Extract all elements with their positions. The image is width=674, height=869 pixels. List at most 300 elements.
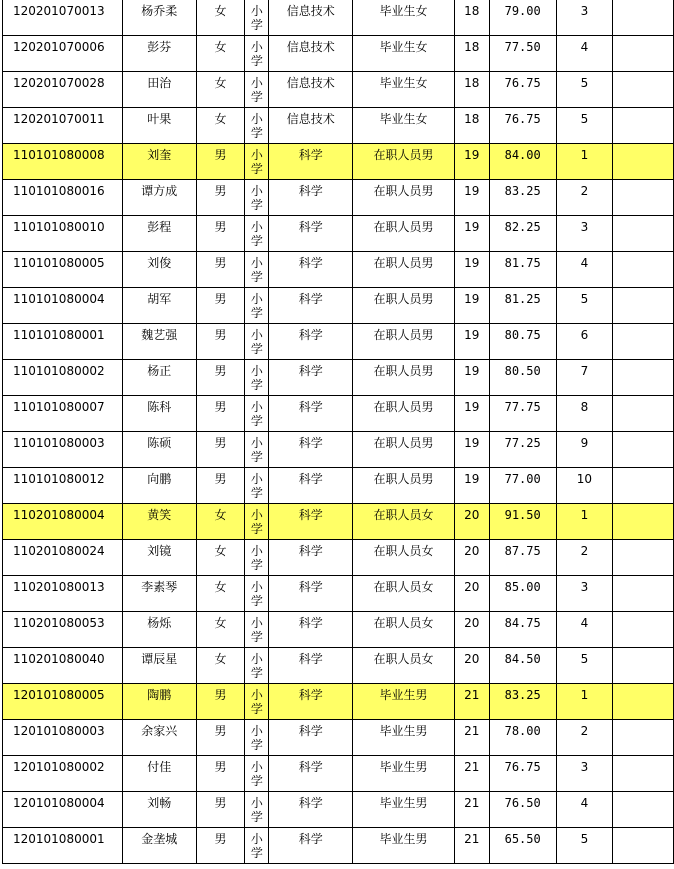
post-number-cell (454, 144, 489, 180)
candidate-id-cell-text: 110201080053 (13, 616, 105, 630)
gender-cell (196, 216, 245, 252)
rank-cell-text: 2 (580, 724, 589, 738)
score-cell-text: 80.50 (504, 364, 541, 378)
candidate-id-cell (3, 756, 123, 792)
score-cell-text: 85.00 (504, 580, 541, 594)
gender-cell-text: 女 (214, 508, 227, 522)
school-level-cell (245, 108, 269, 144)
score-cell (489, 828, 556, 864)
subject-cell (269, 324, 353, 360)
name-cell (122, 432, 196, 468)
name-cell (122, 0, 196, 36)
post-number-cell (454, 576, 489, 612)
subject-cell (269, 468, 353, 504)
candidate-id-cell (3, 144, 123, 180)
candidate-id-cell-text: 120201070013 (13, 4, 105, 18)
empty-cell (613, 540, 674, 576)
subject-cell (269, 756, 353, 792)
applicant-type-cell (353, 180, 455, 216)
table-row (3, 828, 674, 864)
school-level-cell-text: 小学 (250, 544, 263, 572)
table-row (3, 144, 674, 180)
applicant-type-cell-text: 在职人员男 (373, 184, 434, 198)
school-level-cell (245, 432, 269, 468)
candidate-id-cell-text: 110101080002 (13, 364, 105, 378)
rank-cell (556, 360, 613, 396)
table-row (3, 216, 674, 252)
post-number-cell-text: 18 (464, 112, 480, 126)
table-row (3, 36, 674, 72)
post-number-cell-text: 19 (464, 436, 480, 450)
name-cell (122, 180, 196, 216)
gender-cell-text: 女 (214, 616, 227, 630)
applicant-type-cell (353, 144, 455, 180)
post-number-cell-text: 19 (464, 328, 480, 342)
subject-cell (269, 504, 353, 540)
name-cell (122, 396, 196, 432)
subject-cell-text: 科学 (298, 652, 323, 666)
empty-cell (613, 288, 674, 324)
score-cell (489, 792, 556, 828)
applicant-type-cell-text: 在职人员男 (373, 436, 434, 450)
subject-cell (269, 360, 353, 396)
gender-cell (196, 504, 245, 540)
score-cell (489, 252, 556, 288)
candidate-id-cell (3, 612, 123, 648)
school-level-cell-text: 小学 (250, 364, 263, 392)
subject-cell (269, 216, 353, 252)
post-number-cell-text: 20 (464, 616, 480, 630)
school-level-cell (245, 576, 269, 612)
rank-cell (556, 252, 613, 288)
name-cell-text: 彭芬 (147, 40, 172, 54)
post-number-cell (454, 612, 489, 648)
table-row (3, 108, 674, 144)
school-level-cell-text: 小学 (250, 508, 263, 536)
applicant-type-cell-text: 在职人员男 (373, 148, 434, 162)
school-level-cell (245, 72, 269, 108)
rank-cell (556, 468, 613, 504)
school-level-cell (245, 0, 269, 36)
score-cell-text: 76.75 (504, 112, 541, 126)
subject-cell-text: 科学 (298, 472, 323, 486)
empty-cell (613, 72, 674, 108)
table-row (3, 720, 674, 756)
subject-cell (269, 396, 353, 432)
school-level-cell (245, 324, 269, 360)
applicant-type-cell (353, 432, 455, 468)
subject-cell-text: 科学 (298, 616, 323, 630)
subject-cell (269, 720, 353, 756)
subject-cell-text: 科学 (298, 256, 323, 270)
post-number-cell-text: 21 (464, 796, 480, 810)
subject-cell (269, 36, 353, 72)
post-number-cell (454, 792, 489, 828)
gender-cell (196, 648, 245, 684)
subject-cell (269, 684, 353, 720)
score-cell (489, 504, 556, 540)
name-cell (122, 324, 196, 360)
score-cell (489, 0, 556, 36)
subject-cell-text: 科学 (298, 796, 323, 810)
applicant-type-cell-text: 毕业生男 (379, 832, 428, 846)
post-number-cell-text: 19 (464, 148, 480, 162)
rank-cell (556, 828, 613, 864)
name-cell (122, 540, 196, 576)
applicant-type-cell-text: 在职人员女 (373, 544, 434, 558)
candidate-id-cell (3, 180, 123, 216)
applicant-type-cell (353, 576, 455, 612)
applicant-type-cell (353, 792, 455, 828)
subject-cell-text: 科学 (298, 328, 323, 342)
empty-cell (613, 792, 674, 828)
post-number-cell (454, 648, 489, 684)
empty-cell (613, 612, 674, 648)
candidate-id-cell (3, 396, 123, 432)
empty-cell (613, 576, 674, 612)
score-cell-text: 65.50 (504, 832, 541, 846)
gender-cell (196, 468, 245, 504)
rank-cell (556, 108, 613, 144)
applicant-type-cell-text: 在职人员男 (373, 292, 434, 306)
applicant-type-cell-text: 在职人员男 (373, 400, 434, 414)
gender-cell-text: 男 (214, 148, 227, 162)
name-cell (122, 504, 196, 540)
school-level-cell (245, 216, 269, 252)
school-level-cell (245, 504, 269, 540)
empty-cell (613, 684, 674, 720)
gender-cell-text: 男 (214, 436, 227, 450)
subject-cell-text: 信息技术 (286, 4, 335, 18)
candidate-id-cell (3, 828, 123, 864)
gender-cell (196, 108, 245, 144)
gender-cell (196, 0, 245, 36)
school-level-cell-text: 小学 (250, 328, 263, 356)
post-number-cell-text: 19 (464, 364, 480, 378)
name-cell (122, 360, 196, 396)
subject-cell (269, 612, 353, 648)
school-level-cell (245, 792, 269, 828)
score-cell (489, 288, 556, 324)
score-cell-text: 78.00 (504, 724, 541, 738)
post-number-cell (454, 324, 489, 360)
applicant-type-cell-text: 毕业生男 (379, 796, 428, 810)
school-level-cell-text: 小学 (250, 436, 263, 464)
rank-cell-text: 6 (580, 328, 589, 342)
applicant-type-cell (353, 0, 455, 36)
school-level-cell-text: 小学 (250, 292, 263, 320)
school-level-cell-text: 小学 (250, 400, 263, 428)
applicant-type-cell-text: 在职人员女 (373, 652, 434, 666)
applicant-type-cell (353, 396, 455, 432)
subject-cell (269, 288, 353, 324)
candidate-id-cell (3, 252, 123, 288)
empty-cell (613, 180, 674, 216)
post-number-cell (454, 504, 489, 540)
school-level-cell-text: 小学 (250, 724, 263, 752)
applicant-type-cell (353, 72, 455, 108)
candidate-id-cell-text: 120201070011 (13, 112, 105, 126)
gender-cell (196, 684, 245, 720)
rank-cell (556, 792, 613, 828)
score-cell-text: 83.25 (504, 184, 541, 198)
rank-cell-text: 5 (580, 832, 589, 846)
score-cell (489, 324, 556, 360)
name-cell (122, 216, 196, 252)
score-cell-text: 84.50 (504, 652, 541, 666)
score-cell (489, 360, 556, 396)
gender-cell-text: 女 (214, 544, 227, 558)
score-cell-text: 82.25 (504, 220, 541, 234)
candidate-id-cell-text: 110101080012 (13, 472, 105, 486)
post-number-cell (454, 828, 489, 864)
applicant-type-cell (353, 216, 455, 252)
candidate-id-cell-text: 110101080007 (13, 400, 105, 414)
school-level-cell-text: 小学 (250, 652, 263, 680)
applicant-type-cell-text: 毕业生男 (379, 760, 428, 774)
name-cell (122, 108, 196, 144)
post-number-cell (454, 108, 489, 144)
name-cell-text: 刘镜 (147, 544, 172, 558)
empty-cell (613, 720, 674, 756)
gender-cell (196, 540, 245, 576)
score-cell-text: 79.00 (504, 4, 541, 18)
applicant-type-cell-text: 在职人员男 (373, 364, 434, 378)
candidate-id-cell (3, 108, 123, 144)
school-level-cell-text: 小学 (250, 4, 263, 32)
rank-cell (556, 144, 613, 180)
score-cell-text: 81.75 (504, 256, 541, 270)
school-level-cell-text: 小学 (250, 760, 263, 788)
rank-cell-text: 5 (580, 76, 589, 90)
empty-cell (613, 360, 674, 396)
candidate-id-cell (3, 468, 123, 504)
empty-cell (613, 828, 674, 864)
applicant-type-cell-text: 毕业生男 (379, 724, 428, 738)
post-number-cell (454, 252, 489, 288)
subject-cell-text: 信息技术 (286, 40, 335, 54)
rank-cell (556, 72, 613, 108)
table-row (3, 396, 674, 432)
post-number-cell (454, 36, 489, 72)
score-cell (489, 180, 556, 216)
rank-cell-text: 4 (580, 40, 589, 54)
applicant-type-cell-text: 在职人员男 (373, 220, 434, 234)
rank-cell (556, 180, 613, 216)
score-cell (489, 396, 556, 432)
name-cell (122, 576, 196, 612)
subject-cell-text: 科学 (298, 760, 323, 774)
table-row (3, 540, 674, 576)
name-cell (122, 792, 196, 828)
empty-cell (613, 324, 674, 360)
gender-cell-text: 男 (214, 256, 227, 270)
rank-cell (556, 216, 613, 252)
post-number-cell (454, 396, 489, 432)
school-level-cell (245, 540, 269, 576)
name-cell (122, 612, 196, 648)
subject-cell-text: 科学 (298, 220, 323, 234)
name-cell-text: 金垄城 (141, 832, 178, 846)
gender-cell (196, 396, 245, 432)
post-number-cell-text: 20 (464, 652, 480, 666)
name-cell-text: 杨乔柔 (141, 4, 178, 18)
subject-cell (269, 108, 353, 144)
table-row (3, 612, 674, 648)
table-row (3, 0, 674, 36)
subject-cell (269, 576, 353, 612)
gender-cell-text: 女 (214, 112, 227, 126)
applicant-type-cell-text: 在职人员男 (373, 256, 434, 270)
empty-cell (613, 144, 674, 180)
subject-cell-text: 科学 (298, 688, 323, 702)
subject-cell-text: 科学 (298, 184, 323, 198)
name-cell (122, 756, 196, 792)
applicant-type-cell (353, 648, 455, 684)
name-cell (122, 720, 196, 756)
rank-cell-text: 3 (580, 4, 589, 18)
applicant-type-cell-text: 在职人员女 (373, 616, 434, 630)
score-cell-text: 77.75 (504, 400, 541, 414)
name-cell-text: 叶果 (147, 112, 172, 126)
candidate-id-cell (3, 504, 123, 540)
candidate-id-cell (3, 684, 123, 720)
candidate-id-cell-text: 110101080004 (13, 292, 105, 306)
subject-cell-text: 科学 (298, 148, 323, 162)
candidate-id-cell-text: 110101080005 (13, 256, 105, 270)
empty-cell (613, 36, 674, 72)
candidate-id-cell (3, 72, 123, 108)
post-number-cell-text: 18 (464, 4, 480, 18)
empty-cell (613, 252, 674, 288)
rank-cell-text: 10 (576, 472, 593, 486)
subject-cell (269, 540, 353, 576)
candidate-id-cell-text: 110101080001 (13, 328, 105, 342)
rank-cell-text: 4 (580, 256, 589, 270)
candidate-id-cell (3, 216, 123, 252)
subject-cell-text: 科学 (298, 364, 323, 378)
school-level-cell-text: 小学 (250, 616, 263, 644)
score-cell (489, 684, 556, 720)
candidate-id-cell-text: 110101080010 (13, 220, 105, 234)
candidate-id-cell-text: 120201070006 (13, 40, 105, 54)
table-row (3, 180, 674, 216)
name-cell (122, 288, 196, 324)
rank-cell-text: 9 (580, 436, 589, 450)
applicant-type-cell-text: 毕业生女 (379, 4, 428, 18)
results-table-body (3, 0, 674, 864)
applicant-type-cell (353, 684, 455, 720)
rank-cell-text: 4 (580, 616, 589, 630)
candidate-id-cell-text: 110101080003 (13, 436, 105, 450)
post-number-cell (454, 360, 489, 396)
name-cell (122, 468, 196, 504)
candidate-id-cell-text: 120101080002 (13, 760, 105, 774)
empty-cell (613, 648, 674, 684)
name-cell-text: 杨正 (147, 364, 172, 378)
school-level-cell (245, 612, 269, 648)
gender-cell (196, 756, 245, 792)
table-row (3, 576, 674, 612)
candidate-id-cell (3, 576, 123, 612)
gender-cell (196, 36, 245, 72)
post-number-cell-text: 21 (464, 832, 480, 846)
subject-cell (269, 828, 353, 864)
applicant-type-cell-text: 毕业生女 (379, 76, 428, 90)
school-level-cell (245, 720, 269, 756)
table-row (3, 252, 674, 288)
post-number-cell-text: 20 (464, 544, 480, 558)
score-cell-text: 91.50 (504, 508, 541, 522)
score-cell (489, 540, 556, 576)
post-number-cell-text: 19 (464, 400, 480, 414)
table-row (3, 648, 674, 684)
applicant-type-cell (353, 468, 455, 504)
school-level-cell (245, 396, 269, 432)
name-cell-text: 杨烁 (147, 616, 172, 630)
post-number-cell-text: 20 (464, 508, 480, 522)
subject-cell-text: 科学 (298, 580, 323, 594)
gender-cell (196, 792, 245, 828)
name-cell-text: 陈硕 (147, 436, 172, 450)
subject-cell (269, 648, 353, 684)
gender-cell (196, 432, 245, 468)
empty-cell (613, 756, 674, 792)
name-cell-text: 向鹏 (147, 472, 172, 486)
school-level-cell (245, 252, 269, 288)
post-number-cell (454, 0, 489, 36)
post-number-cell-text: 19 (464, 184, 480, 198)
score-cell (489, 432, 556, 468)
post-number-cell (454, 756, 489, 792)
post-number-cell-text: 18 (464, 76, 480, 90)
school-level-cell (245, 648, 269, 684)
gender-cell (196, 288, 245, 324)
gender-cell-text: 男 (214, 364, 227, 378)
empty-cell (613, 432, 674, 468)
table-row (3, 468, 674, 504)
applicant-type-cell-text: 在职人员男 (373, 328, 434, 342)
score-cell (489, 720, 556, 756)
score-cell (489, 108, 556, 144)
school-level-cell (245, 468, 269, 504)
gender-cell (196, 324, 245, 360)
rank-cell-text: 1 (580, 508, 589, 522)
gender-cell-text: 男 (214, 724, 227, 738)
gender-cell-text: 男 (214, 760, 227, 774)
candidate-id-cell (3, 36, 123, 72)
gender-cell (196, 576, 245, 612)
table-row (3, 504, 674, 540)
candidate-id-cell-text: 110101080016 (13, 184, 105, 198)
gender-cell (196, 360, 245, 396)
applicant-type-cell (353, 360, 455, 396)
gender-cell-text: 女 (214, 76, 227, 90)
school-level-cell-text: 小学 (250, 796, 263, 824)
subject-cell-text: 科学 (298, 544, 323, 558)
name-cell (122, 252, 196, 288)
post-number-cell-text: 21 (464, 688, 480, 702)
rank-cell (556, 540, 613, 576)
rank-cell-text: 3 (580, 580, 589, 594)
candidate-id-cell-text: 110201080004 (13, 508, 105, 522)
post-number-cell (454, 468, 489, 504)
applicant-type-cell (353, 252, 455, 288)
rank-cell (556, 648, 613, 684)
name-cell-text: 陶鹏 (147, 688, 172, 702)
table-row (3, 324, 674, 360)
applicant-type-cell (353, 756, 455, 792)
